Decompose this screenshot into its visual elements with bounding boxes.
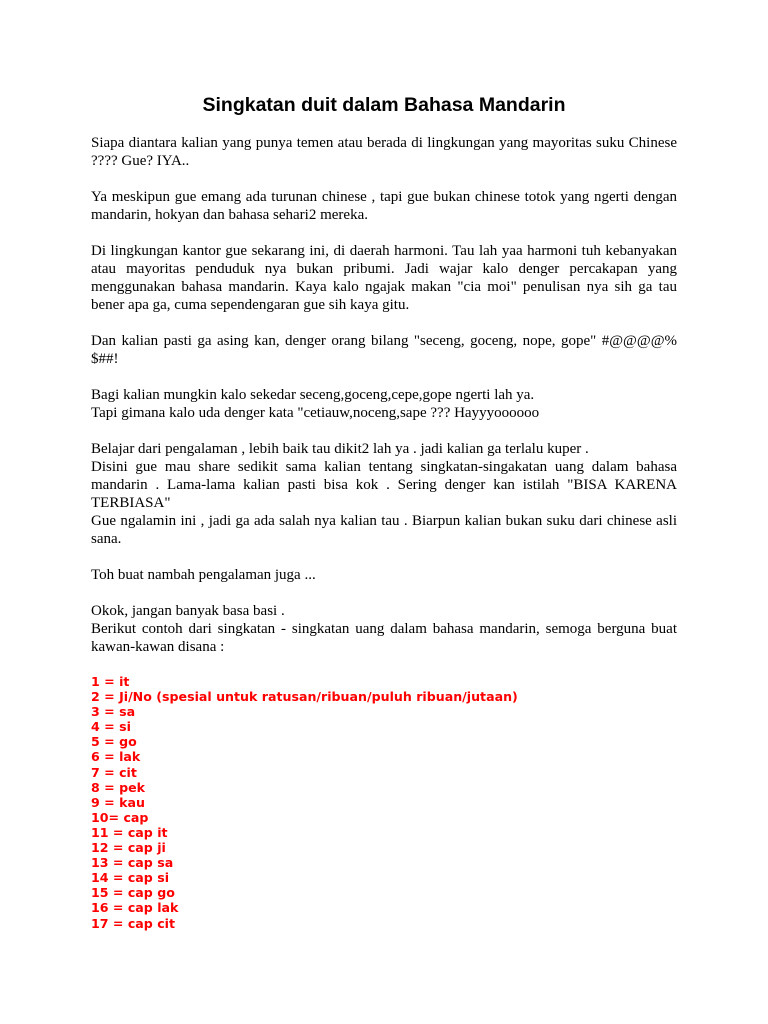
list-item: 16 = cap lak [91,900,179,916]
paragraph-question [91,386,677,422]
paragraph-line: Bagi kalian mungkin kalo sekedar seceng,goceng,cepe,gope ngerti lah ya. [91,387,535,403]
list-item: 11 = cap it [91,824,168,840]
paragraph-list-intro [91,602,677,656]
list-item: 2 = Ji/No (spesial untuk ratusan/ribuan/puluh ribuan/jutaan) [91,689,518,705]
paragraph-experience [91,440,677,548]
list-item: 15 = cap go [91,885,175,901]
list-item: 10= cap [91,809,149,825]
list-item: 14 = cap si [91,870,170,886]
paragraph-line: Disini gue mau share sedikit sama kalian tentang singkatan-singakatan uang dalam bahasa mandarin . Lama-lama kalian pasti bisa kok . Sering denger kan istilah "BISA KARENA TERBIASA" [91,459,677,511]
paragraph-office [91,242,677,314]
paragraph-addition [91,566,677,584]
list-item: 13 = cap sa [91,855,174,871]
number-list [91,674,677,931]
list-item: 8 = pek [91,779,146,795]
paragraph-background [91,188,677,224]
list-item: 9 = kau [91,794,145,810]
list-item: 5 = go [91,734,137,750]
list-item: 12 = cap ji [91,840,166,856]
page-title: Singkatan duit dalam Bahasa Mandarin [202,94,566,116]
paragraph-line: Toh buat nambah pengalaman juga ... [91,567,316,583]
paragraph-line: Tapi gimana kalo uda denger kata "cetiauw,noceng,sape ??? Hayyyoooooo [91,405,540,421]
paragraph-line: Gue ngalamin ini , jadi ga ada salah nya kalian tau . Biarpun kalian bukan suku dari chinese asli sana. [91,513,677,547]
list-item: 3 = sa [91,704,136,720]
paragraph-line: Di lingkungan kantor gue sekarang ini, di daerah harmoni. Tau lah yaa harmoni tuh kebanyakan atau mayoritas penduduk nya bukan pribumi. Jadi wajar kalo denger percakapan yang menggunakan bahasa mandarin. Kaya kalo ngajak makan "cia moi" penulisan nya sih ga tau bener apa ga, cuma sependengaran gue sih kaya gitu. [91,243,677,313]
paragraph-line: Siapa diantara kalian yang punya temen atau berada di lingkungan yang mayoritas suku Chinese ???? Gue? IYA.. [91,135,677,169]
paragraph-line: Dan kalian pasti ga asing kan, denger orang bilang "seceng, goceng, nope, gope" #@@@@% $##! [91,333,677,367]
paragraph-line: Berikut contoh dari singkatan - singkatan uang dalam bahasa mandarin, semoga berguna buat kawan-kawan disana : [91,621,677,655]
list-item: 4 = si [91,719,131,735]
paragraph-line: Okok, jangan banyak basa basi . [91,603,285,619]
paragraph-line: Belajar dari pengalaman , lebih baik tau dikit2 lah ya . jadi kalian ga terlalu kuper . [91,441,589,457]
list-item: 1 = it [91,674,130,689]
paragraph-intro [91,134,677,170]
list-item: 17 = cap cit [91,915,176,931]
document-body [91,134,677,931]
list-item: 6 = lak [91,749,141,765]
paragraph-line: Ya meskipun gue emang ada turunan chinese , tapi gue bukan chinese totok yang ngerti dengan mandarin, hokyan dan bahasa sehari2 mereka. [91,189,677,223]
list-item: 7 = cit [91,764,137,780]
paragraph-familiar-terms [91,332,677,368]
